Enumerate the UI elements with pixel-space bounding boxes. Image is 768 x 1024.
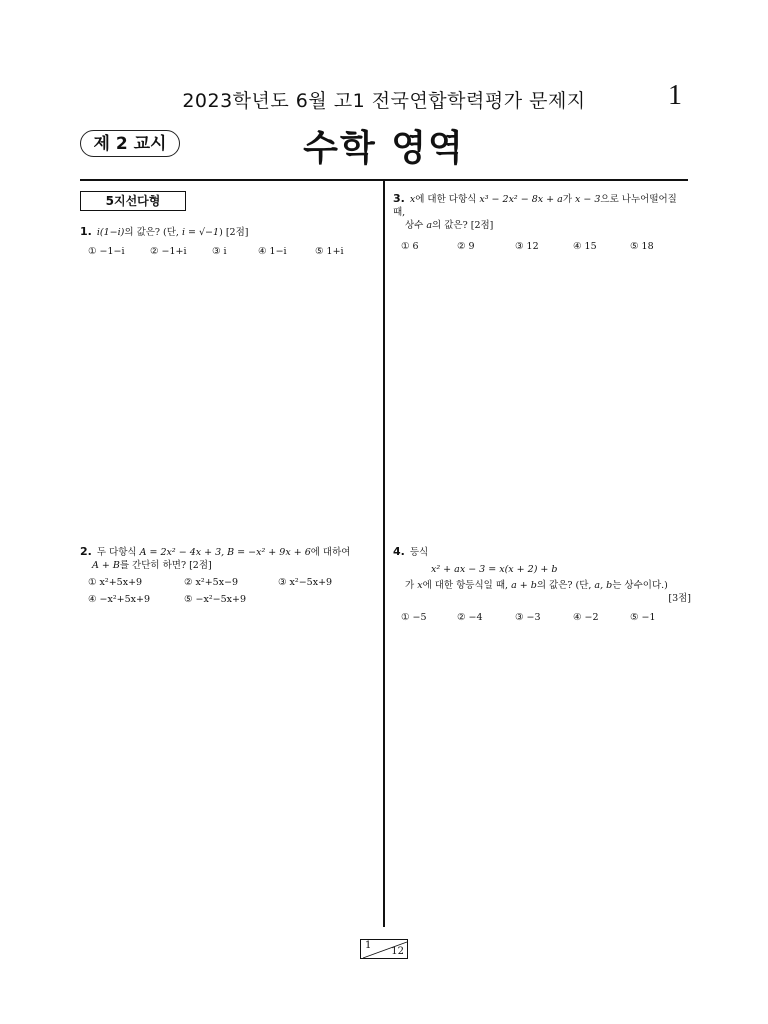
- choice-1[interactable]: ① 6: [401, 241, 419, 252]
- session-badge: 제 2 교시: [80, 130, 180, 157]
- choice-4[interactable]: ④ 1−i: [258, 246, 287, 257]
- math-expression: i(1−i): [96, 227, 125, 238]
- choice-5[interactable]: ⑤ 18: [630, 241, 654, 252]
- stem-text: 두 다항식: [96, 547, 140, 558]
- choice-1[interactable]: ① −5: [401, 612, 427, 623]
- question-2-stem-line1: [80, 545, 370, 559]
- total-pages: 12: [391, 946, 404, 957]
- stem-text: 에 대한 항등식일 때,: [422, 580, 512, 591]
- math-variable: a: [426, 220, 433, 231]
- question-type-label: 5지선다형: [80, 191, 186, 211]
- subject-title: 수학 영역: [303, 128, 465, 169]
- question-2: [80, 545, 370, 606]
- choice-3[interactable]: ③ i: [212, 246, 227, 257]
- question-number: 4.: [393, 545, 405, 558]
- current-page: 1: [365, 940, 372, 951]
- points-label: [2점]: [225, 227, 249, 238]
- points-label: [2점]: [470, 220, 494, 231]
- choice-3[interactable]: ③ 12: [515, 241, 539, 252]
- choice-1[interactable]: ① −1−i: [88, 246, 125, 257]
- exam-title: 2023학년도 6월 고1 전국연합학력평가 문제지: [182, 90, 586, 112]
- stem-text: 으로 나누어떨어질 때,: [393, 194, 677, 218]
- question-3-stem-line1: [393, 192, 691, 219]
- choice-5[interactable]: ⑤ 1+i: [315, 246, 344, 257]
- points-label: [2점]: [189, 560, 212, 571]
- question-4: [393, 545, 691, 624]
- choice-5[interactable]: ⑤ −1: [630, 612, 656, 623]
- question-number: 3.: [393, 192, 405, 205]
- choice-2[interactable]: ② x²+5x−9: [184, 577, 239, 588]
- math-expression: A + B: [92, 560, 120, 571]
- choice-1[interactable]: ① x²+5x+9: [88, 577, 143, 588]
- choice-5[interactable]: ⑤ −x²−5x+9: [184, 594, 247, 605]
- question-3: [393, 192, 691, 253]
- math-variables: a, b: [594, 580, 613, 591]
- stem-text: 의 값은? (단,: [124, 227, 182, 238]
- stem-text: ): [219, 227, 223, 238]
- question-4-stem-line2: [405, 579, 691, 592]
- question-4-points-line: [393, 592, 691, 605]
- question-4-intro: [393, 545, 691, 559]
- stem-text: 에 대하여: [310, 547, 351, 558]
- choice-4[interactable]: ④ −x²+5x+9: [88, 594, 151, 605]
- stem-text: 를 간단히 하면?: [119, 560, 187, 571]
- stem-text: 의 값은? (단,: [536, 580, 595, 591]
- stem-text: 는 상수이다.): [612, 580, 668, 591]
- stem-text: 의 값은?: [432, 220, 468, 231]
- math-variable: x: [409, 194, 416, 205]
- choice-2[interactable]: ② 9: [457, 241, 475, 252]
- question-1: [80, 225, 370, 258]
- stem-text: 가: [405, 580, 418, 591]
- choice-2[interactable]: ② −1+i: [150, 246, 187, 257]
- math-divisor: x − 3: [575, 194, 601, 205]
- choice-list: [80, 245, 370, 258]
- choice-list: [393, 240, 691, 253]
- choice-4[interactable]: ④ −2: [573, 612, 599, 623]
- stem-text: 에 대한 다항식: [415, 194, 480, 205]
- stem-text: 등식: [409, 547, 429, 558]
- stem-text: 가: [562, 194, 576, 205]
- choice-list: [80, 593, 370, 606]
- question-1-stem: [80, 225, 370, 239]
- page-number: 1: [668, 80, 682, 111]
- choice-3[interactable]: ③ x²−5x+9: [278, 577, 333, 588]
- choice-list: [80, 576, 370, 589]
- math-condition: i = √−1: [181, 227, 220, 238]
- choice-4[interactable]: ④ 15: [573, 241, 597, 252]
- identity-equation: x² + ax − 3 = x(x + 2) + b: [431, 564, 558, 575]
- page-indicator: [360, 939, 408, 959]
- question-3-stem-line2: [405, 219, 691, 232]
- question-number: 1.: [80, 225, 92, 238]
- choice-3[interactable]: ③ −3: [515, 612, 541, 623]
- points-label: [3점]: [668, 593, 691, 604]
- column-divider: [383, 181, 385, 927]
- question-number: 2.: [80, 545, 92, 558]
- math-variable: x: [417, 580, 423, 591]
- math-expression: a + b: [511, 580, 537, 591]
- question-2-stem-line2: [92, 559, 370, 572]
- math-expression: A = 2x² − 4x + 3, B = −x² + 9x + 6: [139, 547, 311, 558]
- math-expression: x³ − 2x² − 8x + a: [479, 194, 563, 205]
- stem-text: 상수: [405, 220, 427, 231]
- choice-list: [393, 611, 691, 624]
- choice-2[interactable]: ② −4: [457, 612, 483, 623]
